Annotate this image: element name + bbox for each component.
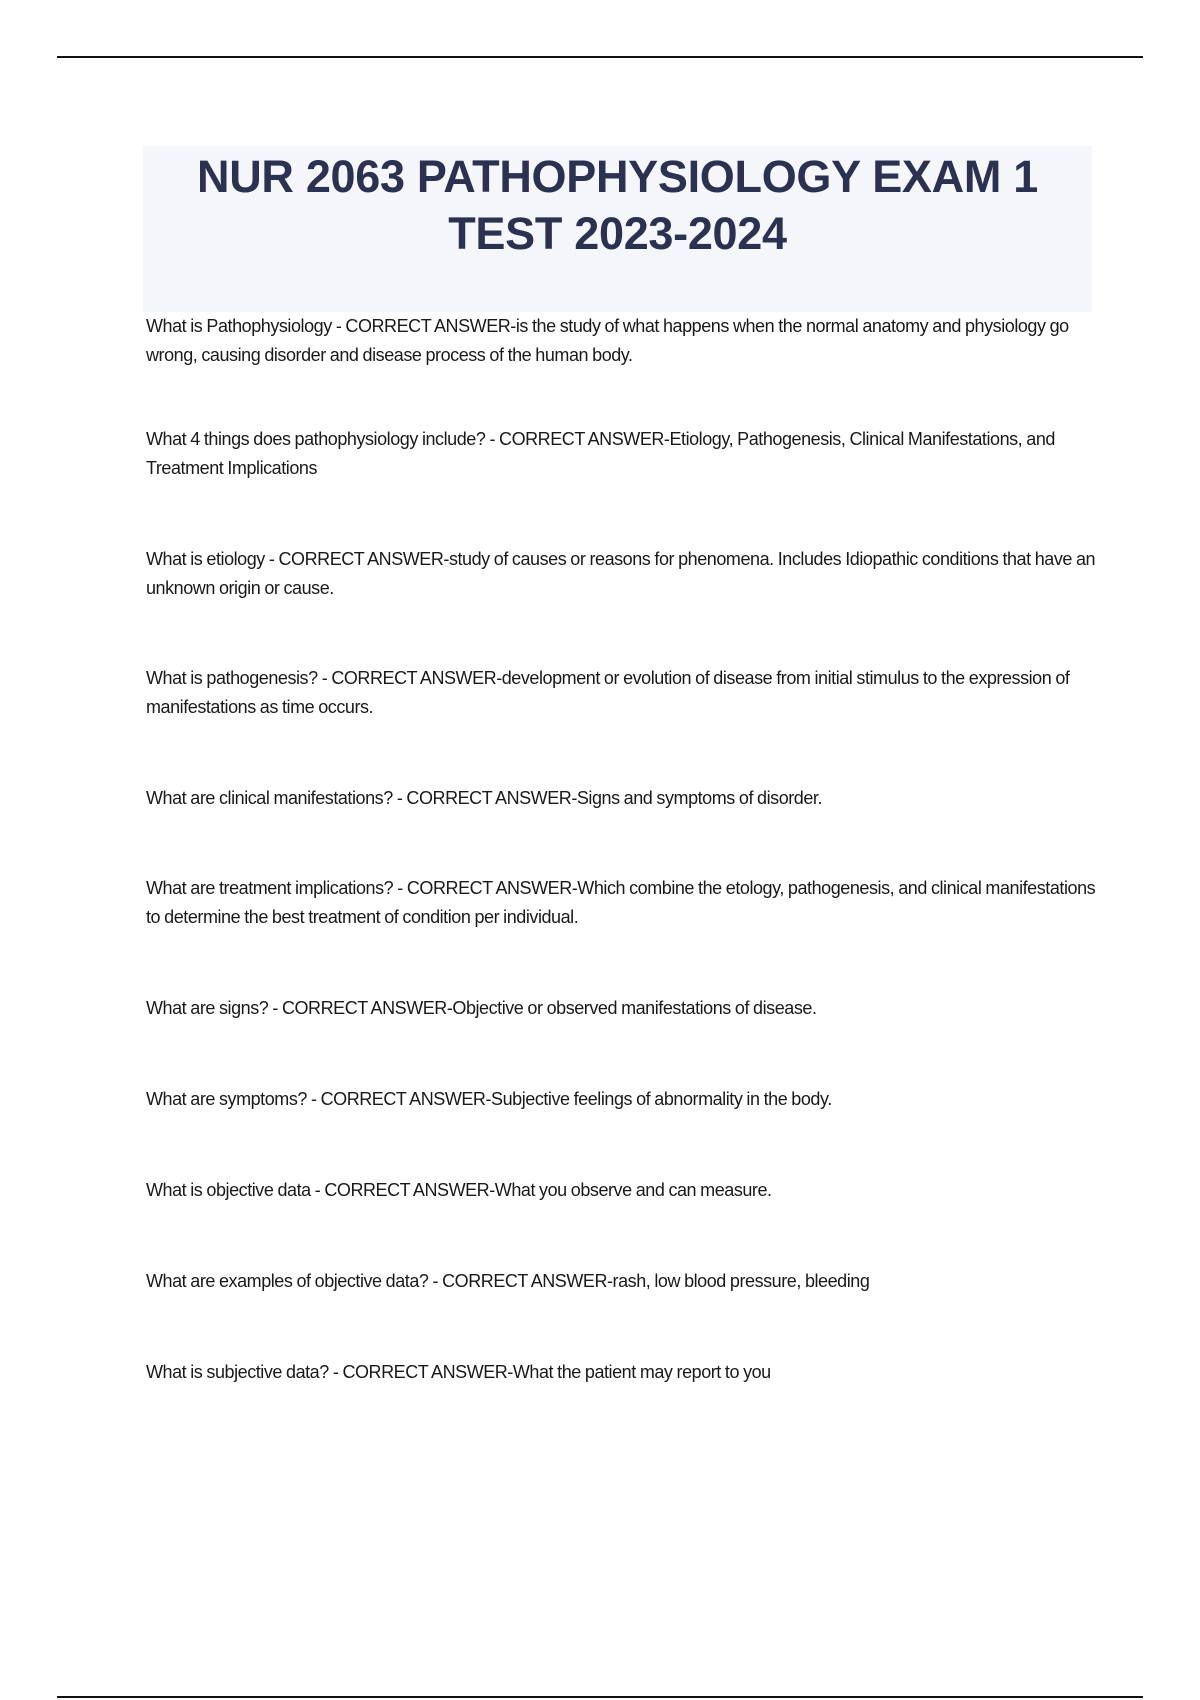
- answer-separator: - CORRECT ANSWER-: [328, 1362, 513, 1382]
- qa-item: [146, 312, 1096, 370]
- question: What 4 things does pathophysiology include?: [146, 429, 486, 449]
- qa-item: [146, 1358, 1096, 1387]
- answer-separator: - CORRECT ANSWER-: [428, 1271, 613, 1291]
- question: What is Pathophysiology: [146, 316, 332, 336]
- question: What are examples of objective data?: [146, 1271, 429, 1291]
- answer-separator: - CORRECT ANSWER-: [306, 1089, 492, 1109]
- qa-item: [146, 1085, 1096, 1114]
- title-line-2: TEST 2023-2024: [448, 208, 787, 259]
- answer: Which combine the etology, pathogenesis, and clinical manifestations to determine the best treatment of condition per individual.: [146, 878, 1096, 927]
- qa-item: [146, 425, 1096, 483]
- question: What are signs?: [146, 998, 269, 1018]
- answer: is the study of what happens when the normal anatomy and physiology go wrong, causing disorder and disease process of the human body.: [146, 316, 1069, 365]
- answer-separator: - CORRECT ANSWER-: [485, 429, 670, 449]
- answer-separator: - CORRECT ANSWER-: [264, 549, 449, 569]
- answer: development or evolution of disease from initial stimulus to the expression of manifestations as time occurs.: [146, 668, 1070, 717]
- answer: Objective or observed manifestations of disease.: [452, 998, 817, 1018]
- question: What is pathogenesis?: [146, 668, 318, 688]
- answer: What you observe and can measure.: [494, 1180, 772, 1200]
- qa-item: [146, 994, 1096, 1023]
- answer-separator: - CORRECT ANSWER-: [392, 788, 577, 808]
- question: What is objective data: [146, 1180, 311, 1200]
- top-rule: [57, 56, 1143, 58]
- question: What is etiology: [146, 549, 265, 569]
- answer-separator: - CORRECT ANSWER-: [268, 998, 453, 1018]
- qa-item: [146, 1267, 1096, 1296]
- qa-item: [146, 874, 1096, 932]
- question: What are clinical manifestations?: [146, 788, 393, 808]
- qa-item: [146, 545, 1096, 603]
- answer-separator: - CORRECT ANSWER-: [393, 878, 578, 898]
- question: What are symptoms?: [146, 1089, 307, 1109]
- answer: study of causes or reasons for phenomena. Includes Idiopathic conditions that have an unknown origin or cause.: [146, 549, 1096, 598]
- answer: rash, low blood pressure, bleeding: [612, 1271, 870, 1291]
- question: What are treatment implications?: [146, 878, 394, 898]
- qa-item: [146, 664, 1096, 722]
- answer-separator: - CORRECT ANSWER-: [310, 1180, 495, 1200]
- answer: Subjective feelings of abnormality in the body.: [491, 1089, 832, 1109]
- qa-item: [146, 1176, 1096, 1205]
- title-line-1: NUR 2063 PATHOPHYSIOLOGY EXAM 1: [197, 151, 1038, 202]
- answer: Etiology, Pathogenesis, Clinical Manifestations, and Treatment Implications: [146, 429, 1055, 478]
- answer: What the patient may report to you: [512, 1362, 771, 1382]
- question: What is subjective data?: [146, 1362, 329, 1382]
- qa-item: [146, 784, 1096, 813]
- answer: Signs and symptoms of disorder.: [576, 788, 823, 808]
- title-banner: [143, 146, 1092, 312]
- bottom-rule: [57, 1696, 1143, 1698]
- document-title: [143, 148, 1092, 262]
- answer-separator: - CORRECT ANSWER-: [317, 668, 502, 688]
- answer-separator: - CORRECT ANSWER-: [331, 316, 516, 336]
